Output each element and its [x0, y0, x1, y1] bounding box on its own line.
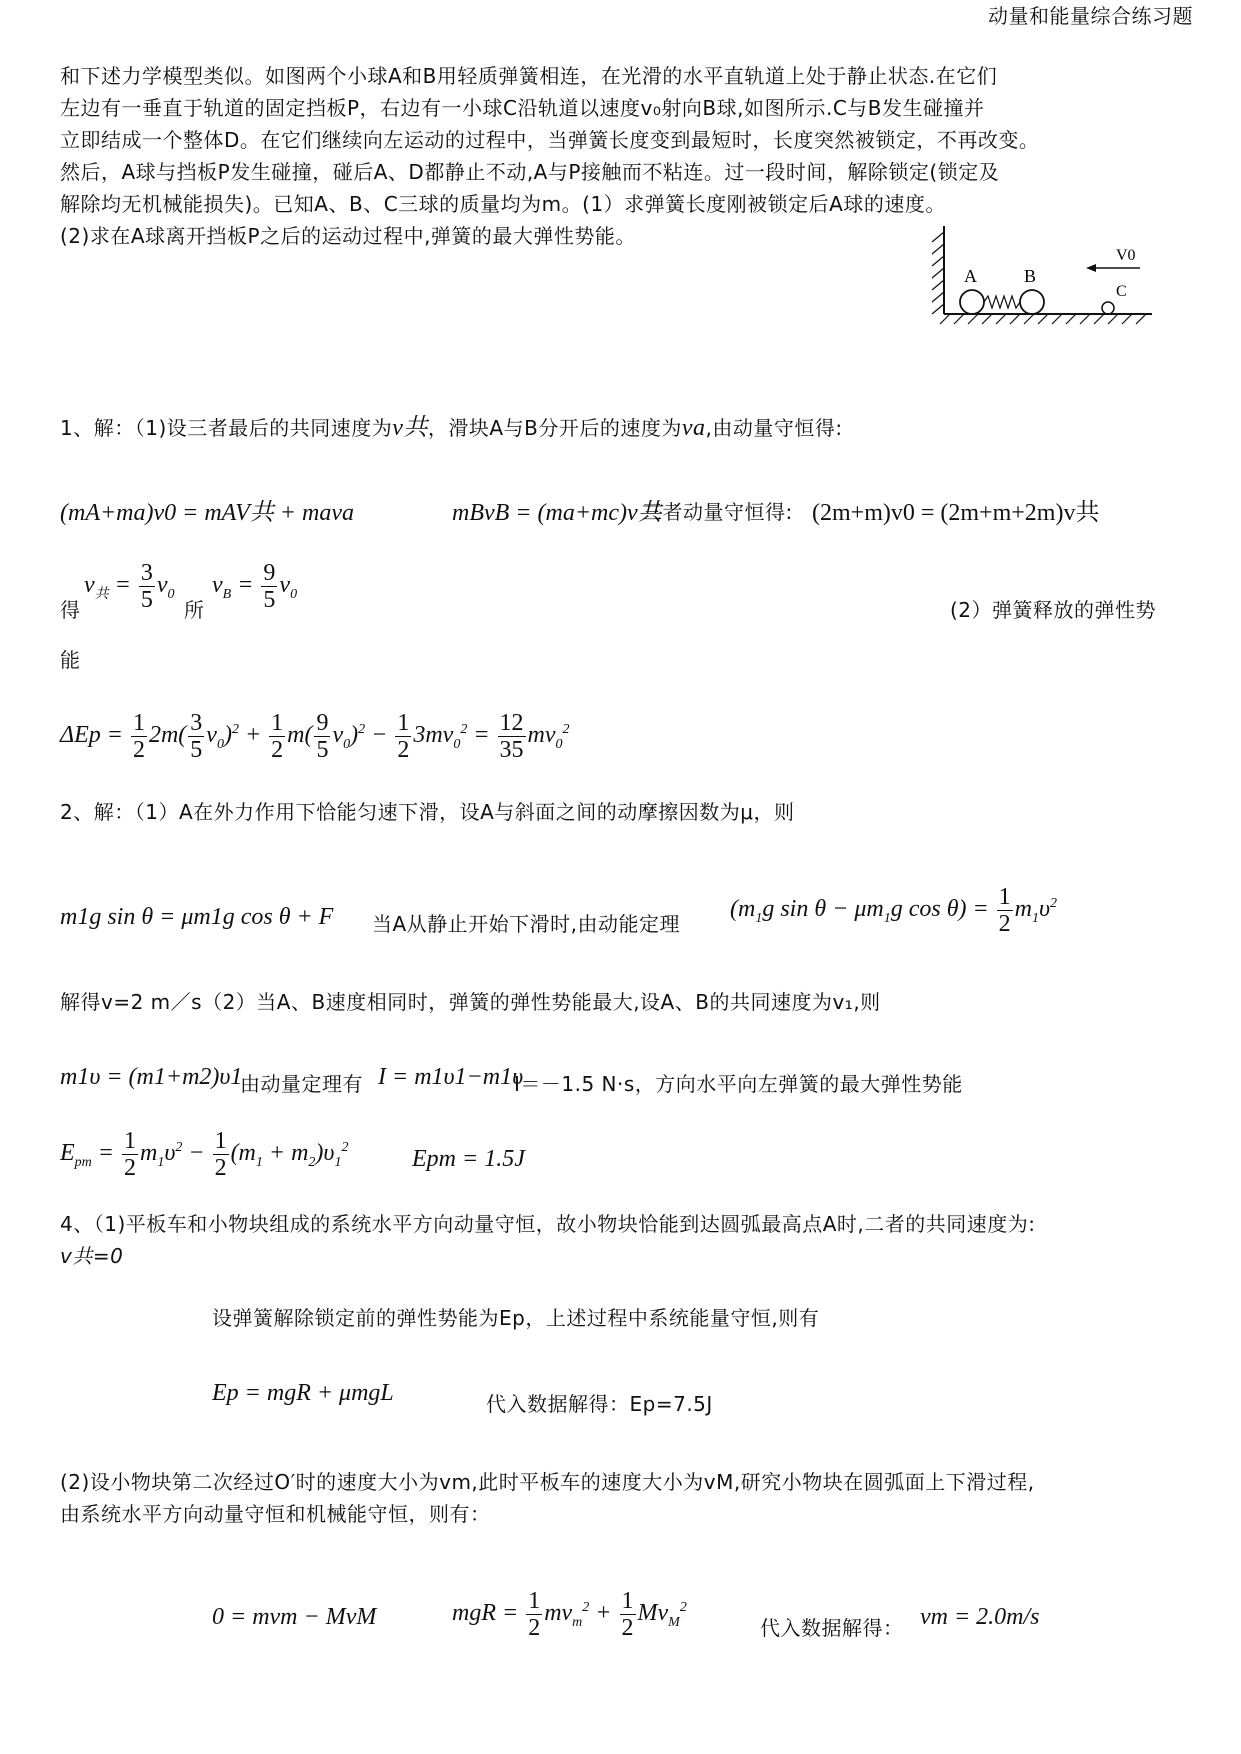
solution1-result-vgong: $v_共$ = $\frac{3}{5}$ $v_0$ — [84, 560, 175, 613]
solution4-eq2: 0 = mvm − MvM — [212, 1604, 377, 1630]
solution1-intro-prefix: 1、解：（1)设三者最后的共同速度为 — [60, 416, 393, 440]
solution1-suo-label: 所 — [184, 598, 205, 622]
solution2-eq3-text: 由动量定理有 — [240, 1072, 363, 1096]
problem-line-6: (2)求在A球离开挡板P之后的运动过程中,弹簧的最大弹性势能。 — [60, 224, 636, 248]
solution4-part2-line2: 由系统水平方向动量守恒和机械能守恒，则有： — [60, 1502, 491, 1526]
solution1-eq2: mBvB = (ma+mc)v共 — [452, 500, 662, 526]
solution4-eq3-result: vm = 2.0m/s — [920, 1604, 1040, 1630]
problem-line-2: 左边有一垂直于轨道的固定挡板P，右边有一小球C沿轨道以速度v₀射向B球,如图所示.C与B发生碰撞并 — [60, 96, 985, 120]
ball-c — [1102, 302, 1114, 314]
solution4-eq1-result: 代入数据解得：Ep=7.5J — [486, 1392, 713, 1416]
solution1-intro — [60, 412, 843, 444]
solution1-intro-mid: ，滑块A与B分开后的速度为 — [427, 416, 682, 440]
solution1-neng-label: 能 — [60, 648, 81, 672]
solution2-mid-text: 当A从静止开始下滑时,由动能定理 — [372, 912, 681, 936]
solution2-eq1: m1g sin θ = μm1g cos θ + F — [60, 904, 334, 930]
page-header-title: 动量和能量综合练习题 — [988, 4, 1193, 28]
solution4-line2: v共=0 — [60, 1244, 124, 1268]
solution4-part2-line1: (2)设小物块第二次经过O′时的速度大小为vm,此时平板车的速度大小为vM,研究小物块在圆弧面上下滑过程, — [60, 1470, 1035, 1494]
solution2-epm-eq: $E_{pm}$ = $\frac{1}{2}$ $m_1\upsilon^2$ − $\frac{1}{2}$ $(m_1 + m_2)\upsilon_1^2$ — [60, 1128, 349, 1181]
solution2-eq3: m1υ = (m1+m2)υ1 — [60, 1064, 243, 1090]
solution1-result-vb: $v_B$ = $\frac{9}{5}$ $v_0$ — [212, 560, 298, 613]
label-b: B — [1024, 266, 1037, 286]
problem-line-5: 解除均无机械能损失)。已知A、B、C三球的质量均为m。(1）求弹簧长度刚被锁定后A球的速度。 — [60, 192, 946, 216]
solution1-energy-eq: ΔEp = $\frac{1}{2}$ 2m( $\frac{3}{5}$ $v_0)^2$ + $\frac{1}{2}$ m( $\frac{9}{5}$ $v_0)^2$ − $\frac{1}{2}$ $3mv_0^2$ = $\frac{12}{35}$ $mv_0^2$ — [60, 710, 570, 763]
solution4-eq3-result-label: 代入数据解得： — [760, 1616, 904, 1640]
problem-line-3: 立即结成一个整体D。在它们继续向左运动的过程中，当弹簧长度变到最短时，长度突然被锁定，不再改变。 — [60, 128, 1040, 152]
solution1-eq3: (2m+m)v0 = (2m+m+2m)v共 — [812, 500, 1100, 526]
solution4-line1: 4、（1)平板车和小物块组成的系统水平方向动量守恒，故小物块恰能到达圆弧最高点A时,二者的共同速度为: — [60, 1212, 1036, 1236]
solution4-eq3: mgR = $\frac{1}{2}$ $mv_m^2$ + $\frac{1}{2}$ $Mv_M^2$ — [452, 1588, 687, 1641]
spring-balls-figure — [920, 222, 1160, 326]
problem-line-1: 和下述力学模型类似。如图两个小球A和B用轻质弹簧相连，在光滑的水平直轨道上处于静止状态.在它们 — [60, 64, 998, 88]
label-a: A — [964, 266, 977, 286]
label-v0: V0 — [1116, 247, 1136, 264]
problem-line-4: 然后，A球与挡板P发生碰撞，碰后A、D都静止不动,A与P接触而不粘连。过一段时间，解除锁定(锁定及 — [60, 160, 1000, 184]
solution2-impulse-text: I＝－1.5 N·s，方向水平向左弹簧的最大弹性势能 — [514, 1072, 963, 1096]
ball-b — [1020, 290, 1044, 314]
solution1-eq2-tail: 三者动量守恒得: — [642, 500, 793, 524]
symbol-va: va — [681, 415, 706, 441]
solution2-result-line: 解得v=2 m／s（2）当A、B速度相同时，弹簧的弹性势能最大,设A、B的共同速度为v₁,则 — [60, 990, 881, 1014]
solution2-epm-value: Epm = 1.5J — [412, 1146, 525, 1172]
spring — [984, 296, 1020, 308]
label-c: C — [1116, 283, 1127, 300]
symbol-v-common: v共 — [392, 415, 428, 441]
ball-a — [960, 290, 984, 314]
solution2-eq4: I = m1υ1−m1υ — [378, 1064, 524, 1090]
solution4-eq1: Ep = mgR + μmgL — [212, 1380, 394, 1406]
solution2-eq2: ($m_1g$ $\sin \theta - \mu m_1g$ cos θ) = $\frac{1}{2}$ $m_1\upsilon^2$ — [730, 884, 1058, 937]
solution1-part2-label: (2）弹簧释放的弹性势 — [950, 598, 1157, 622]
solution1-intro-suffix: ,由动量守恒得: — [705, 416, 843, 440]
velocity-arrow-icon — [1086, 264, 1096, 272]
solution1-eq1: (mA+ma)v0 = mAV共 + mava — [60, 500, 354, 526]
solution1-de-label: 得 — [60, 598, 81, 622]
solution2-intro: 2、解：（1）A在外力作用下恰能匀速下滑，设A与斜面之间的动摩擦因数为μ，则 — [60, 800, 795, 824]
solution4-line3: 设弹簧解除锁定前的弹性势能为Ep，上述过程中系统能量守恒,则有 — [212, 1306, 820, 1330]
